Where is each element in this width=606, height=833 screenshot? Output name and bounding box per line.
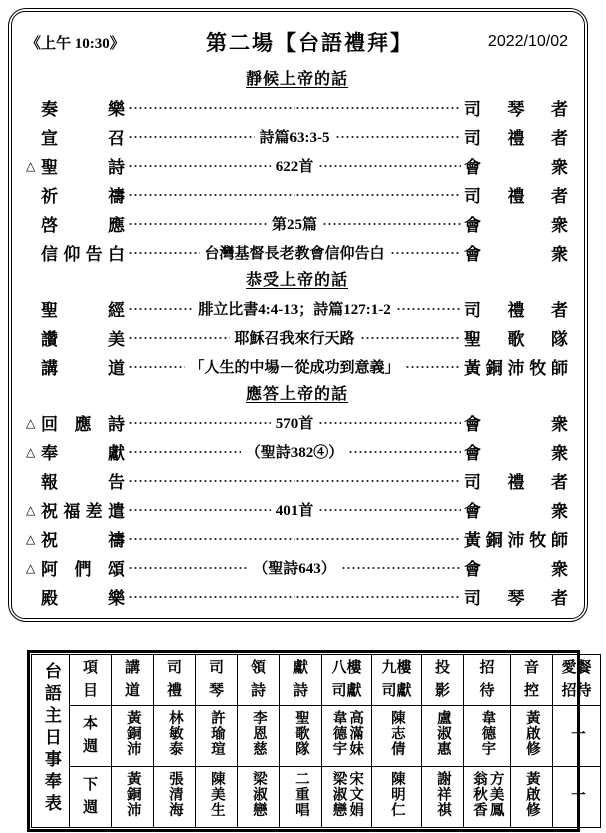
dot-leader [128, 213, 461, 234]
leader-dots [348, 448, 461, 456]
duty-cell: 宋文娟 梁淑戀 [322, 767, 372, 828]
item-label: 回應詩 [41, 415, 125, 434]
item-detail: 腓立比書4:4-13；詩篇127:1-2 [198, 302, 391, 318]
program-row [26, 294, 568, 323]
item-label: 信仰告白 [41, 245, 125, 264]
section-title: 恭受上帝的話 [245, 272, 348, 289]
duty-cell: 二重唱 [280, 767, 322, 828]
dot-leader [128, 412, 461, 433]
program-row [26, 437, 568, 466]
item-label: 報告 [41, 473, 125, 492]
item-performer: 會衆 [464, 560, 568, 579]
duty-cell: 韋德宇 [464, 706, 511, 767]
duty-cell: 謝祥祺 [422, 767, 464, 828]
duty-cell: 黃啟修 [511, 706, 553, 767]
item-label: 講道 [41, 359, 125, 378]
duty-table-title: 台語主日事奉表 [41, 661, 61, 816]
duty-col-header: 音控 [511, 655, 553, 706]
item-performer: 司禮者 [464, 187, 568, 206]
duty-col-header: 講道 [112, 655, 154, 706]
item-performer: 司禮者 [464, 129, 568, 148]
duty-cell: 高滿妹 韋德宇 [322, 706, 372, 767]
dot-leader [128, 557, 461, 578]
kneel-mark: △ [26, 444, 36, 459]
leader-dots [128, 564, 248, 572]
program-header [26, 20, 568, 64]
item-performer: 會衆 [464, 502, 568, 521]
duty-col-header: 九樓司獻 [372, 655, 422, 706]
leader-dots [128, 593, 295, 601]
item-detail: 台灣基督長老教會信仰告白 [204, 246, 385, 262]
duty-table-title-cell [32, 655, 70, 828]
program-row [26, 122, 568, 151]
leader-dots [128, 305, 193, 313]
item-label: 奉獻 [41, 444, 125, 463]
program-row [26, 524, 568, 553]
item-detail: （聖詩382④） [245, 445, 344, 461]
section-title: 應答上帝的話 [245, 386, 348, 403]
item-performer: 司禮者 [464, 473, 568, 492]
leader-dots [396, 305, 461, 313]
item-performer: 司琴者 [464, 100, 568, 119]
leader-dots [335, 133, 462, 141]
leader-dots [322, 220, 461, 228]
duty-cell: 陳美生 [196, 767, 238, 828]
leader-dots [295, 104, 462, 112]
leader-dots [295, 477, 462, 485]
item-detail: 第25篇 [272, 217, 318, 233]
kneel-mark: △ [26, 531, 36, 546]
duty-cell: 聖歌隊 [280, 706, 322, 767]
service-time: 《上午 10:30》 [26, 35, 125, 52]
duty-cell: 陳志倩 [372, 706, 422, 767]
duty-cell: 一 [553, 767, 601, 828]
dot-leader [128, 104, 461, 112]
leader-dots [128, 104, 295, 112]
dot-leader [128, 155, 461, 176]
kneel-mark: △ [26, 415, 36, 430]
leader-dots [128, 133, 255, 141]
duty-table [27, 650, 592, 832]
duty-col-header: 項目 [70, 655, 112, 706]
dot-leader [128, 191, 461, 199]
item-label: 讚美 [41, 330, 125, 349]
duty-col-header: 獻詩 [280, 655, 322, 706]
program-row [26, 553, 568, 582]
program-row [26, 238, 568, 267]
page-title: 第二場【台語禮拜】 [206, 31, 413, 55]
duty-row-this-week [32, 706, 601, 767]
duty-col-header: 投影 [422, 655, 464, 706]
duty-cell: 陳明仁 [372, 767, 422, 828]
leader-dots [405, 363, 462, 371]
kneel-mark: △ [26, 502, 36, 517]
item-label: 奏樂 [41, 100, 125, 119]
item-label: 祝福差遣 [41, 502, 125, 521]
program-frame-inner [11, 11, 585, 619]
leader-dots [128, 535, 295, 543]
dot-leader [128, 356, 461, 377]
duty-col-header: 司禮 [154, 655, 196, 706]
kneel-mark: △ [26, 158, 36, 173]
dot-leader [128, 535, 461, 543]
item-performer: 司琴者 [464, 589, 568, 608]
dot-leader [128, 441, 461, 462]
duty-row-next-week [32, 767, 601, 828]
leader-dots [128, 249, 200, 257]
program-row [26, 408, 568, 437]
item-label: 宣召 [41, 129, 125, 148]
leader-dots [318, 162, 461, 170]
dot-leader [128, 327, 461, 348]
program-row [26, 180, 568, 209]
leader-dots [128, 334, 230, 342]
duty-cell: 黃啟修 [511, 767, 553, 828]
item-performer: 會衆 [464, 444, 568, 463]
section-header [26, 267, 568, 294]
dot-leader [128, 477, 461, 485]
duty-col-header: 司琴 [196, 655, 238, 706]
item-label: 殿樂 [41, 589, 125, 608]
item-performer: 黃銅沛牧師 [464, 359, 568, 378]
duty-cell: 林敏泰 [154, 706, 196, 767]
item-label: 祈禱 [41, 187, 125, 206]
dot-leader [128, 126, 461, 147]
item-detail: 耶穌召我來行天路 [234, 331, 355, 347]
duty-col-header: 八樓司獻 [322, 655, 372, 706]
item-label: 啓應 [41, 216, 125, 235]
item-label: 聖經 [41, 301, 125, 320]
leader-dots [295, 535, 462, 543]
item-detail: （聖詩643） [253, 561, 336, 577]
dot-leader [128, 242, 461, 263]
item-performer: 聖歌隊 [464, 330, 568, 349]
leader-dots [128, 220, 267, 228]
item-performer: 司禮者 [464, 301, 568, 320]
leader-dots [128, 448, 241, 456]
dot-leader [128, 499, 461, 520]
leader-dots [295, 593, 462, 601]
leader-dots [318, 506, 461, 514]
leader-dots [128, 419, 271, 427]
leader-dots [128, 506, 271, 514]
item-performer: 會衆 [464, 216, 568, 235]
duty-cell: 梁淑戀 [238, 767, 280, 828]
item-label: 祝禱 [41, 531, 125, 550]
program-row [26, 151, 568, 180]
duty-cell: 張清海 [154, 767, 196, 828]
section-title: 靜候上帝的話 [245, 71, 348, 88]
section-header [26, 66, 568, 93]
item-performer: 會衆 [464, 415, 568, 434]
program-row [26, 582, 568, 611]
item-performer: 黃銅沛牧師 [464, 531, 568, 550]
leader-dots [360, 334, 462, 342]
leader-dots [128, 191, 295, 199]
program-row [26, 352, 568, 381]
duty-cell: 方美鳳 翁秋香 [464, 767, 511, 828]
section-header [26, 381, 568, 408]
program-row [26, 466, 568, 495]
duty-cell: 盧淑惠 [422, 706, 464, 767]
leader-dots [128, 363, 185, 371]
program-row [26, 93, 568, 122]
duty-cell: 許瑜瑄 [196, 706, 238, 767]
duty-cell: 黃銅沛 [112, 767, 154, 828]
leader-dots [128, 477, 295, 485]
duty-row-label: 下週 [70, 767, 112, 828]
leader-dots [295, 191, 462, 199]
duty-cell: 李恩慈 [238, 706, 280, 767]
item-performer: 會衆 [464, 245, 568, 264]
item-detail: 570首 [275, 416, 314, 432]
program-frame [8, 8, 588, 622]
kneel-mark: △ [26, 560, 36, 575]
item-detail: 「人生的中場－從成功到意義」 [189, 360, 400, 376]
dot-leader [128, 593, 461, 601]
program-row [26, 495, 568, 524]
dot-leader [128, 298, 461, 319]
duty-col-header: 招待 [464, 655, 511, 706]
program-row [26, 323, 568, 352]
item-detail: 401首 [275, 503, 314, 519]
item-detail: 詩篇63:3-5 [259, 130, 330, 146]
service-date: 2022/10/02 [487, 33, 568, 50]
duty-col-header: 領詩 [238, 655, 280, 706]
leader-dots [390, 249, 462, 257]
leader-dots [341, 564, 461, 572]
leader-dots [318, 419, 461, 427]
program-row [26, 209, 568, 238]
item-performer: 會衆 [464, 158, 568, 177]
duty-row-label: 本週 [70, 706, 112, 767]
duty-cell: 一 [553, 706, 601, 767]
item-detail: 622首 [275, 159, 314, 175]
duty-cell: 黃銅沛 [112, 706, 154, 767]
leader-dots [128, 162, 271, 170]
item-label: 聖詩 [41, 158, 125, 177]
item-label: 阿們頌 [41, 560, 125, 579]
duty-col-header: 愛餐招待 [553, 655, 601, 706]
